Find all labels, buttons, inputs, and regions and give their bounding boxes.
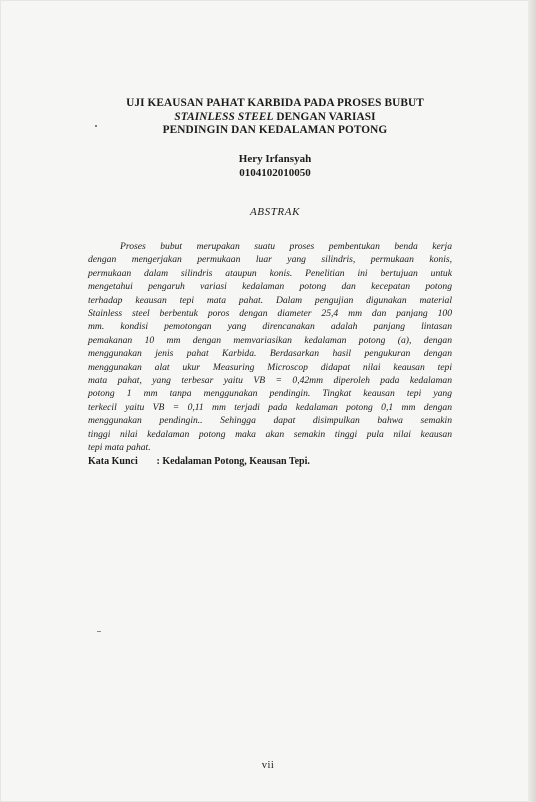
abstract-line: potong 1 mm tanpa menggunakan pendingin. Tingkat keausan tepi yang <box>88 388 452 400</box>
scan-mark <box>97 631 101 632</box>
abstract-line: permukaan dalam silindris ataupun konis. Penelitian ini bertujuan untuk <box>88 267 452 279</box>
abstract-line: menggunakan alat ukur Measuring Microscop didapat nilai keausan tepi <box>88 361 452 373</box>
keywords-label: Kata Kunci <box>88 456 138 467</box>
abstract-line: mengetahui pengaruh variasi kedalaman potong dan kecepatan potong <box>88 281 452 293</box>
abstract-line: dengan mengerjakan permukaan luar yang silindris, permukaan konis, <box>88 254 452 266</box>
author-block <box>60 153 490 180</box>
abstract-heading: ABSTRAK <box>249 206 301 218</box>
keywords <box>88 456 452 467</box>
abstract-body <box>88 240 452 455</box>
title-stainless-steel: STAINLESS STEEL <box>174 110 274 123</box>
abstract-line: mm. kondisi pemotongan yang direncanakan adalah panjang lintasan <box>88 321 452 333</box>
abstract-line: tepi mata pahat. <box>88 442 151 454</box>
abstract-line: Stainless steel berbentuk poros dengan diameter 25,4 mm dan panjang 100 <box>88 308 452 320</box>
author-name: Hery Irfansyah <box>238 153 312 165</box>
scan-speck <box>95 125 97 127</box>
title-line-2-rest: DENGAN VARIASI <box>273 110 376 123</box>
abstract-line: terkecil yaitu VB = 0,11 mm terjadi pada kedalaman potong 0,1 mm dengan <box>88 401 452 413</box>
abstract-line: Proses bubut merupakan suatu proses pembentukan benda kerja <box>120 241 452 252</box>
abstract-line: tinggi nilai kedalaman potong maka akan semakin tinggi pula nilai keausan <box>88 428 452 440</box>
abstract-line: terhadap keausan tepi mata pahat. Dalam pengujian digunakan material <box>88 294 452 306</box>
abstract-line: menggunakan jenis pahat Karbida. Berdasarkan hasil pengukuran dengan <box>88 348 452 360</box>
abstract-line: menggunakan pendingin.. Sehingga dapat disimpulkan bahwa semakin <box>88 415 452 427</box>
abstract-line: mata pahat, yang terbesar yaitu VB = 0,42mm diperoleh pada kedalaman <box>88 375 452 387</box>
page-number: vii <box>261 760 275 771</box>
title-line-3: PENDINGIN DAN KEDALAMAN POTONG <box>162 124 388 137</box>
author-id: 0104102010050 <box>239 166 311 179</box>
keywords-value: : Kedalaman Potong, Keausan Tepi. <box>156 456 310 467</box>
abstract-line: pemakanan 10 mm dengan memvariasikan kedalaman potong (a), dengan <box>88 334 452 346</box>
title-line-2 <box>60 111 490 125</box>
document-title <box>60 97 490 138</box>
page-edge-shadow <box>528 0 536 802</box>
title-line-1: UJI KEAUSAN PAHAT KARBIDA PADA PROSES BUBUT <box>126 97 424 109</box>
